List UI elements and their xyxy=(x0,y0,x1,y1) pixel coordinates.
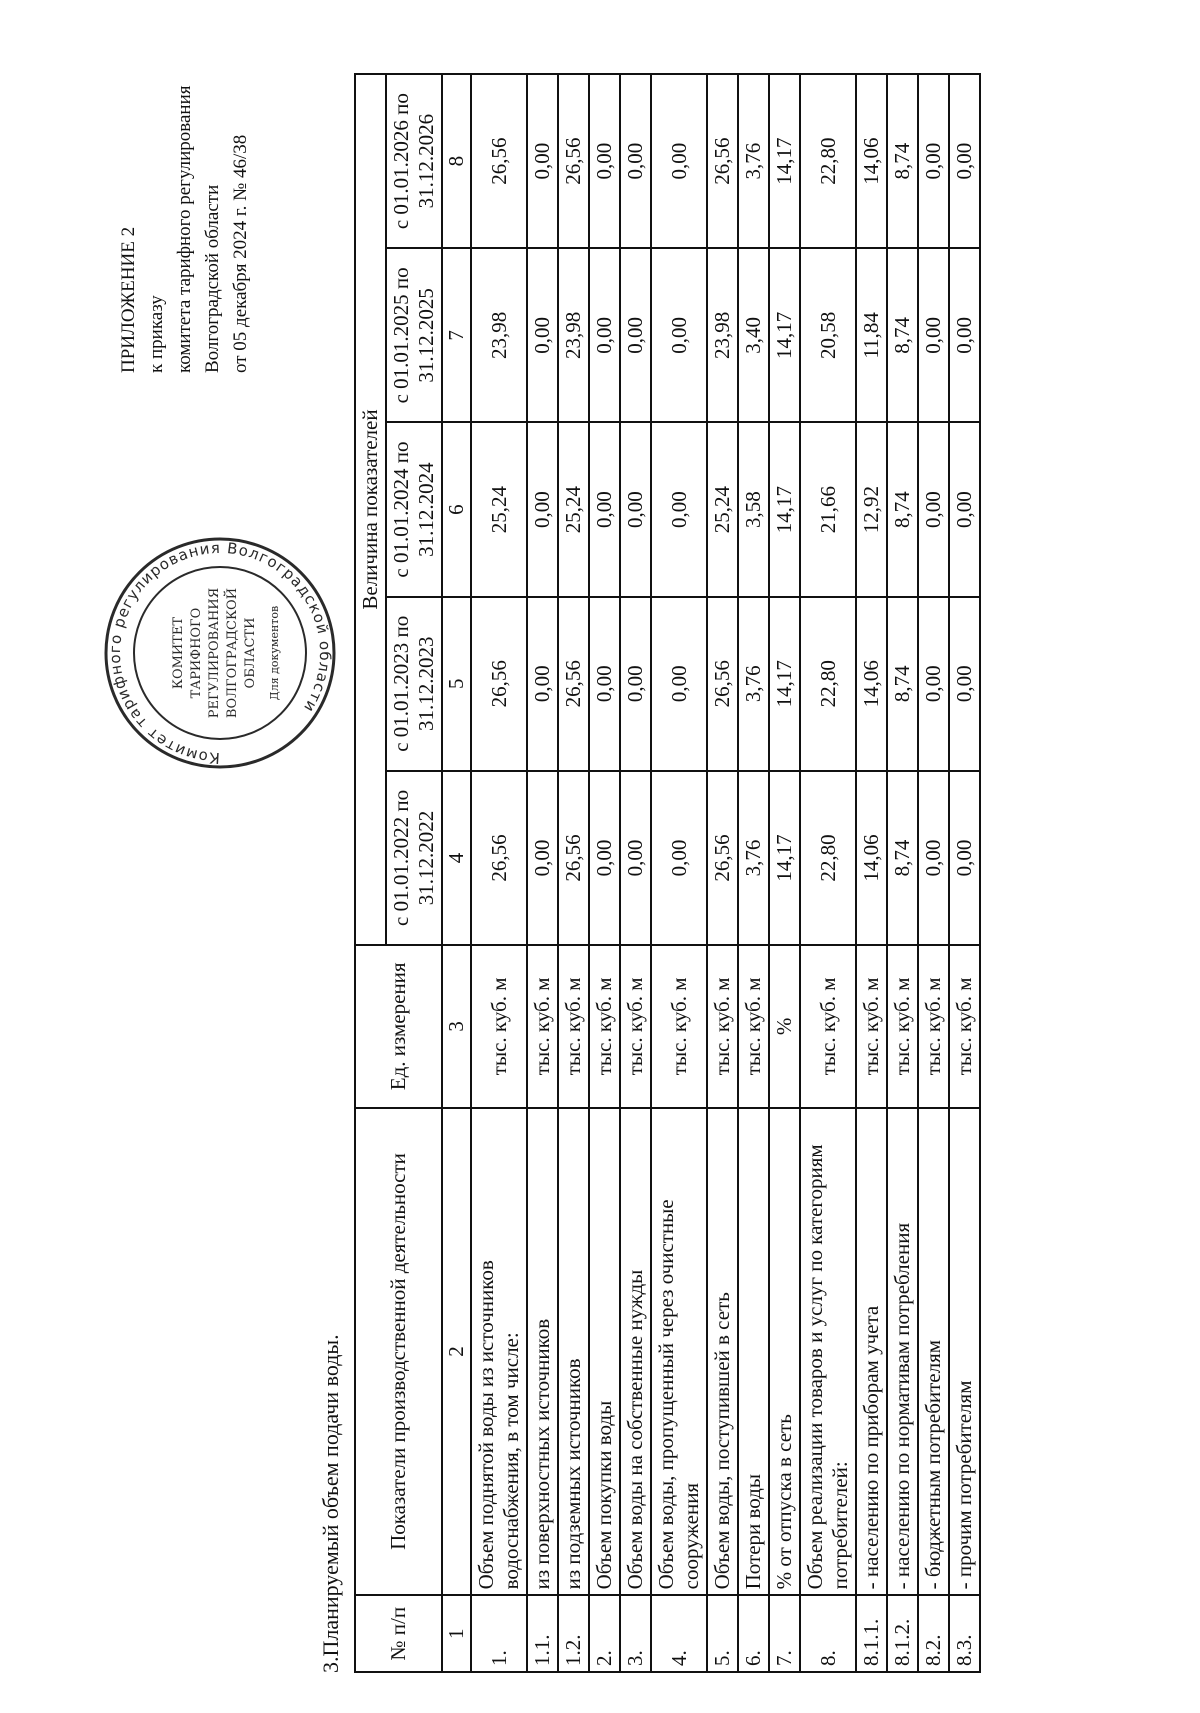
row-value: 0,00 xyxy=(651,771,707,945)
row-indicator: Объем воды, поступившей в сеть xyxy=(707,1108,738,1596)
row-value: 22,80 xyxy=(800,771,856,945)
header-period: с 01.01.2024 по 31.12.2024 xyxy=(386,422,442,596)
table-row xyxy=(651,74,707,1672)
row-value: 26,56 xyxy=(558,597,589,771)
column-number: 3 xyxy=(442,945,471,1108)
row-indicator: - населению по приборам учета xyxy=(856,1108,887,1596)
row-value: 26,56 xyxy=(558,771,589,945)
table-row xyxy=(918,74,949,1672)
table-row xyxy=(738,74,769,1672)
row-value: 25,24 xyxy=(707,422,738,596)
row-indicator: Объем воды, пропущенный через очистные сооружения xyxy=(651,1108,707,1596)
row-value: 8,74 xyxy=(887,248,918,422)
row-value: 0,00 xyxy=(589,248,620,422)
row-number: 1.1. xyxy=(527,1595,558,1672)
table-row xyxy=(856,74,887,1672)
row-value: 23,98 xyxy=(707,248,738,422)
row-indicator: - населению по нормативам потребления xyxy=(887,1108,918,1596)
row-value: 0,00 xyxy=(620,422,651,596)
row-unit: тыс. куб. м xyxy=(707,945,738,1108)
header-num: № п/п xyxy=(355,1595,442,1672)
row-value: 3,58 xyxy=(738,422,769,596)
official-seal-icon xyxy=(100,533,340,773)
row-number: 8.3. xyxy=(949,1595,980,1672)
row-unit: тыс. куб. м xyxy=(589,945,620,1108)
row-number: 3. xyxy=(620,1595,651,1672)
row-value: 20,58 xyxy=(800,248,856,422)
row-value: 0,00 xyxy=(589,74,620,248)
column-number: 4 xyxy=(442,771,471,945)
column-number: 2 xyxy=(442,1108,471,1596)
table-row xyxy=(769,74,800,1672)
header-indicator: Показатели производственной деятельности xyxy=(355,1108,442,1596)
row-number: 1. xyxy=(471,1595,527,1672)
row-value: 14,06 xyxy=(856,74,887,248)
row-value: 0,00 xyxy=(949,771,980,945)
row-value: 22,80 xyxy=(800,597,856,771)
water-supply-table xyxy=(354,73,981,1673)
seal-line-4: ВОЛГОГРАДСКОЙ xyxy=(225,587,240,719)
row-value: 0,00 xyxy=(651,597,707,771)
column-number: 8 xyxy=(442,74,471,248)
row-unit: тыс. куб. м xyxy=(651,945,707,1108)
row-unit: тыс. куб. м xyxy=(949,945,980,1108)
row-value: 26,56 xyxy=(707,597,738,771)
table-header-row xyxy=(355,74,386,1672)
row-unit: тыс. куб. м xyxy=(558,945,589,1108)
row-number: 6. xyxy=(738,1595,769,1672)
row-value: 23,98 xyxy=(558,248,589,422)
seal-line-5: ОБЛАСТИ xyxy=(243,617,258,689)
row-value: 0,00 xyxy=(589,597,620,771)
row-value: 0,00 xyxy=(651,74,707,248)
seal-line-6: Для документов xyxy=(268,605,281,701)
row-number: 2. xyxy=(589,1595,620,1672)
row-number: 8.1.1. xyxy=(856,1595,887,1672)
row-value: 21,66 xyxy=(800,422,856,596)
row-value: 0,00 xyxy=(651,248,707,422)
seal-line-3: РЕГУЛИРОВАНИЯ xyxy=(207,587,222,719)
column-number: 5 xyxy=(442,597,471,771)
row-number: 8.1.2. xyxy=(887,1595,918,1672)
row-value: 8,74 xyxy=(887,74,918,248)
row-value: 3,40 xyxy=(738,248,769,422)
row-value: 0,00 xyxy=(620,597,651,771)
row-number: 1.2. xyxy=(558,1595,589,1672)
row-indicator: Объем воды на собственные нужды xyxy=(620,1108,651,1596)
header-period: с 01.01.2023 по 31.12.2023 xyxy=(386,597,442,771)
seal-line-2: ТАРИФНОГО xyxy=(189,607,204,699)
row-indicator: из подземных источников xyxy=(558,1108,589,1596)
row-indicator: Потери воды xyxy=(738,1108,769,1596)
row-value: 0,00 xyxy=(527,248,558,422)
table-row xyxy=(589,74,620,1672)
row-value: 0,00 xyxy=(918,771,949,945)
row-value: 14,17 xyxy=(769,597,800,771)
row-unit: тыс. куб. м xyxy=(527,945,558,1108)
row-value: 26,56 xyxy=(471,74,527,248)
row-indicator: - бюджетным потребителям xyxy=(918,1108,949,1596)
row-value: 8,74 xyxy=(887,597,918,771)
appendix-committee: комитета тарифного регулирования xyxy=(174,85,195,373)
seal-ring-text: Комитет тарифного регулирования Волгоградской области xyxy=(105,538,335,768)
row-value: 26,56 xyxy=(471,771,527,945)
row-value: 12,92 xyxy=(856,422,887,596)
row-value: 0,00 xyxy=(620,771,651,945)
seal-line-1: КОМИТЕТ xyxy=(171,616,186,690)
row-number: 5. xyxy=(707,1595,738,1672)
appendix-order-ref: к приказу xyxy=(146,295,167,373)
row-value: 14,17 xyxy=(769,771,800,945)
column-number: 1 xyxy=(442,1595,471,1672)
column-number: 6 xyxy=(442,422,471,596)
table-row xyxy=(707,74,738,1672)
row-value: 0,00 xyxy=(651,422,707,596)
table-row xyxy=(949,74,980,1672)
header-period: с 01.01.2026 по 31.12.2026 xyxy=(386,74,442,248)
row-value: 14,17 xyxy=(769,422,800,596)
header-period: с 01.01.2022 по 31.12.2022 xyxy=(386,771,442,945)
row-unit: тыс. куб. м xyxy=(471,945,527,1108)
table-row xyxy=(527,74,558,1672)
row-number: 4. xyxy=(651,1595,707,1672)
row-value: 14,06 xyxy=(856,597,887,771)
row-number: 7. xyxy=(769,1595,800,1672)
row-value: 14,17 xyxy=(769,248,800,422)
row-indicator: - прочим потребителям xyxy=(949,1108,980,1596)
row-value: 0,00 xyxy=(949,597,980,771)
header-unit: Ед. измерения xyxy=(355,945,442,1108)
row-unit: тыс. куб. м xyxy=(918,945,949,1108)
table-row xyxy=(558,74,589,1672)
row-value: 0,00 xyxy=(949,422,980,596)
row-number: 8.2. xyxy=(918,1595,949,1672)
row-unit: тыс. куб. м xyxy=(800,945,856,1108)
appendix-date-number: от 05 декабря 2024 г. № 46/38 xyxy=(230,134,251,373)
row-indicator: из поверхностных источников xyxy=(527,1108,558,1596)
row-unit: тыс. куб. м xyxy=(738,945,769,1108)
row-value: 26,56 xyxy=(707,771,738,945)
row-value: 26,56 xyxy=(707,74,738,248)
row-value: 3,76 xyxy=(738,597,769,771)
row-indicator: % от отпуска в сеть xyxy=(769,1108,800,1596)
row-value: 0,00 xyxy=(620,248,651,422)
row-value: 0,00 xyxy=(918,422,949,596)
row-number: 8. xyxy=(800,1595,856,1672)
row-value: 0,00 xyxy=(527,422,558,596)
row-value: 0,00 xyxy=(527,771,558,945)
row-value: 0,00 xyxy=(918,248,949,422)
row-value: 14,06 xyxy=(856,771,887,945)
row-value: 0,00 xyxy=(918,74,949,248)
column-number: 7 xyxy=(442,248,471,422)
header-values-group: Величина показателей xyxy=(355,74,386,945)
table-row xyxy=(887,74,918,1672)
row-value: 0,00 xyxy=(949,248,980,422)
row-value: 26,56 xyxy=(471,597,527,771)
row-value: 22,80 xyxy=(800,74,856,248)
row-value: 0,00 xyxy=(589,422,620,596)
row-value: 11,84 xyxy=(856,248,887,422)
row-value: 0,00 xyxy=(918,597,949,771)
row-unit: тыс. куб. м xyxy=(856,945,887,1108)
row-value: 0,00 xyxy=(949,74,980,248)
appendix-header xyxy=(115,13,255,373)
row-value: 14,17 xyxy=(769,74,800,248)
appendix-region: Волгоградской области xyxy=(202,184,223,373)
row-value: 8,74 xyxy=(887,422,918,596)
row-indicator: Объем реализации товаров и услуг по категориям потребителей: xyxy=(800,1108,856,1596)
section-title: 3.Планируемый объем подачи воды. xyxy=(318,1334,343,1673)
row-value: 3,76 xyxy=(738,74,769,248)
row-value: 25,24 xyxy=(471,422,527,596)
row-value: 0,00 xyxy=(620,74,651,248)
row-value: 26,56 xyxy=(558,74,589,248)
row-value: 0,00 xyxy=(589,771,620,945)
table-row xyxy=(800,74,856,1672)
row-indicator: Объем покупки воды xyxy=(589,1108,620,1596)
row-indicator: Объем поднятой воды из источников водоснабжения, в том числе: xyxy=(471,1108,527,1596)
row-unit: тыс. куб. м xyxy=(620,945,651,1108)
row-value: 0,00 xyxy=(527,597,558,771)
row-value: 3,76 xyxy=(738,771,769,945)
table-row xyxy=(471,74,527,1672)
row-value: 8,74 xyxy=(887,771,918,945)
row-value: 25,24 xyxy=(558,422,589,596)
column-number-row xyxy=(442,74,471,1672)
table-row xyxy=(620,74,651,1672)
row-value: 23,98 xyxy=(471,248,527,422)
row-value: 0,00 xyxy=(527,74,558,248)
row-unit: % xyxy=(769,945,800,1108)
row-unit: тыс. куб. м xyxy=(887,945,918,1108)
appendix-title: ПРИЛОЖЕНИЕ 2 xyxy=(118,226,139,373)
svg-text:Комитет тарифного регулировани xyxy=(106,539,334,767)
header-period: с 01.01.2025 по 31.12.2025 xyxy=(386,248,442,422)
